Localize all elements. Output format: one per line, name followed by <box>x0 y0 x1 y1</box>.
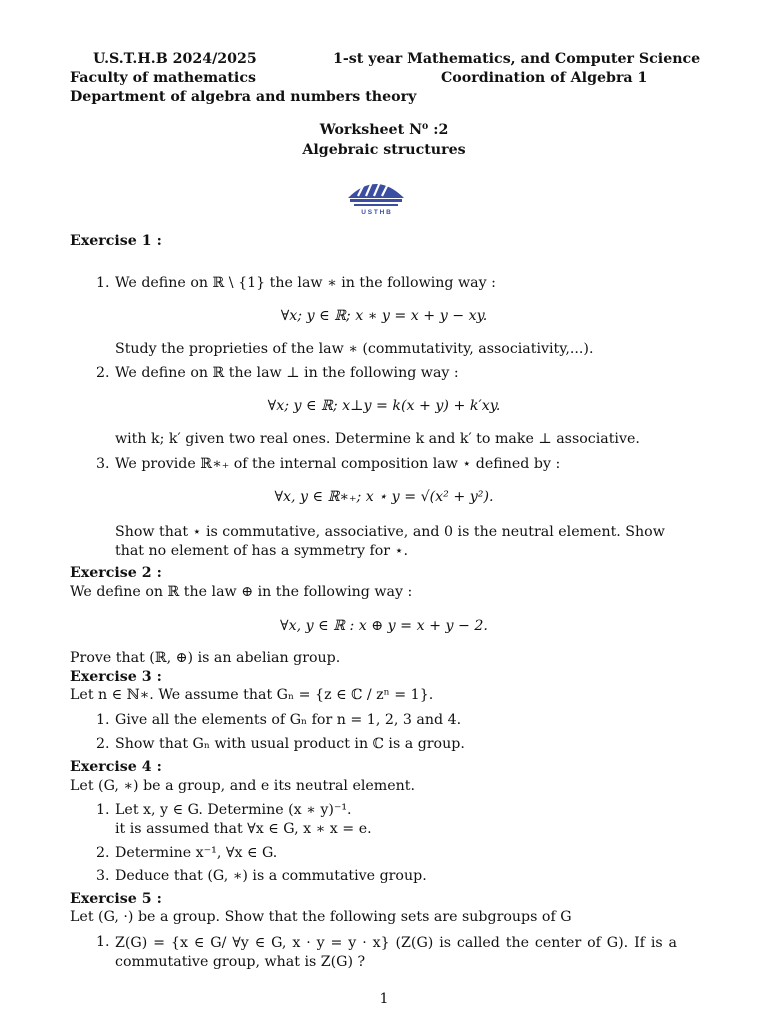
ex3-item2-number: 2. <box>96 736 110 752</box>
ex4-item2-text: Determine x⁻¹, ∀x ∈ G. <box>115 845 278 861</box>
ex1-item1-text: We define on ℝ \ {1} the law ∗ in the following way : <box>115 275 496 291</box>
ex2-conclusion: Prove that (ℝ, ⊕) is an abelian group. <box>70 650 341 666</box>
ex2-intro: We define on ℝ the law ⊕ in the following way : <box>70 584 413 600</box>
ex5-item1-text: Z(G) = {x ∈ G/ ∀y ∈ G, x · y = y · x} (Z(G) is called the center of G). If is a commutative group, what is Z(G) ? <box>115 935 677 970</box>
page-number: 1 <box>379 991 389 1007</box>
ex1-item1-after: Study the proprieties of the law ∗ (commutativity, associativity,...). <box>115 341 594 357</box>
logo-text: U S T H B <box>361 209 391 216</box>
ex5-item1-number: 1. <box>96 934 110 950</box>
ex3-intro: Let n ∈ ℕ∗. We assume that Gₙ = {z ∈ ℂ / zⁿ = 1}. <box>70 687 434 703</box>
ex1-item3-equation: ∀x, y ∈ ℝ∗₊; x ⋆ y = √(x² + y²). <box>274 489 494 505</box>
ex1-item3-text: We provide ℝ∗₊ of the internal composition law ⋆ defined by : <box>115 456 561 472</box>
ex1-item2-number: 2. <box>96 365 110 381</box>
program-label: 1-st year Mathematics, and Computer Science <box>333 51 701 67</box>
ex2-equation: ∀x, y ∈ ℝ : x ⊕ y = x + y − 2. <box>280 618 488 634</box>
usthb-logo <box>344 176 408 216</box>
coordination-label: Coordination of Algebra 1 <box>441 70 648 86</box>
ex4-item3-number: 3. <box>96 868 110 884</box>
ex1-item1-number: 1. <box>96 275 110 291</box>
ex4-item2-number: 2. <box>96 845 110 861</box>
faculty-label: Faculty of mathematics <box>70 70 256 86</box>
ex3-item1-text: Give all the elements of Gₙ for n = 1, 2, 3 and 4. <box>115 712 462 728</box>
ex1-item2-after: with k; k′ given two real ones. Determine k and k′ to make ⊥ associative. <box>115 431 640 447</box>
ex3-item1-number: 1. <box>96 712 110 728</box>
ex4-item3-text: Deduce that (G, ∗) is a commutative group. <box>115 868 427 884</box>
ex1-item2-text: We define on ℝ the law ⊥ in the following way : <box>115 365 459 381</box>
ex4-item1-number: 1. <box>96 802 110 818</box>
ex5-intro: Let (G, ·) be a group. Show that the following sets are subgroups of G <box>70 909 572 925</box>
exercise5-heading: Exercise 5 : <box>70 891 162 907</box>
ex1-item3-number: 3. <box>96 456 110 472</box>
ex1-item1-equation: ∀x; y ∈ ℝ; x ∗ y = x + y − xy. <box>280 308 488 324</box>
worksheet-subject: Algebraic structures <box>302 142 466 158</box>
exercise3-heading: Exercise 3 : <box>70 669 162 685</box>
department-label: Department of algebra and numbers theory <box>70 89 417 105</box>
ex4-item1-line2: it is assumed that ∀x ∈ G, x ∗ x = e. <box>115 821 372 837</box>
ex4-intro: Let (G, ∗) be a group, and e its neutral element. <box>70 778 416 794</box>
university-label: U.S.T.H.B 2024/2025 <box>93 51 257 67</box>
worksheet-title: Worksheet N⁰ :2 <box>319 122 449 138</box>
ex1-item2-equation: ∀x; y ∈ ℝ; x⊥y = k(x + y) + k′xy. <box>267 398 501 414</box>
exercise1-heading: Exercise 1 : <box>70 233 162 249</box>
ex3-item2-text: Show that Gₙ with usual product in ℂ is a group. <box>115 736 465 752</box>
exercise4-heading: Exercise 4 : <box>70 759 162 775</box>
ex4-item1-text: Let x, y ∈ G. Determine (x ∗ y)⁻¹. <box>115 802 352 818</box>
ex1-item3-after: Show that ⋆ is commutative, associative, and 0 is the neutral element. Show that no element of has a symmetry for ⋆. <box>115 524 665 559</box>
exercise2-heading: Exercise 2 : <box>70 565 162 581</box>
